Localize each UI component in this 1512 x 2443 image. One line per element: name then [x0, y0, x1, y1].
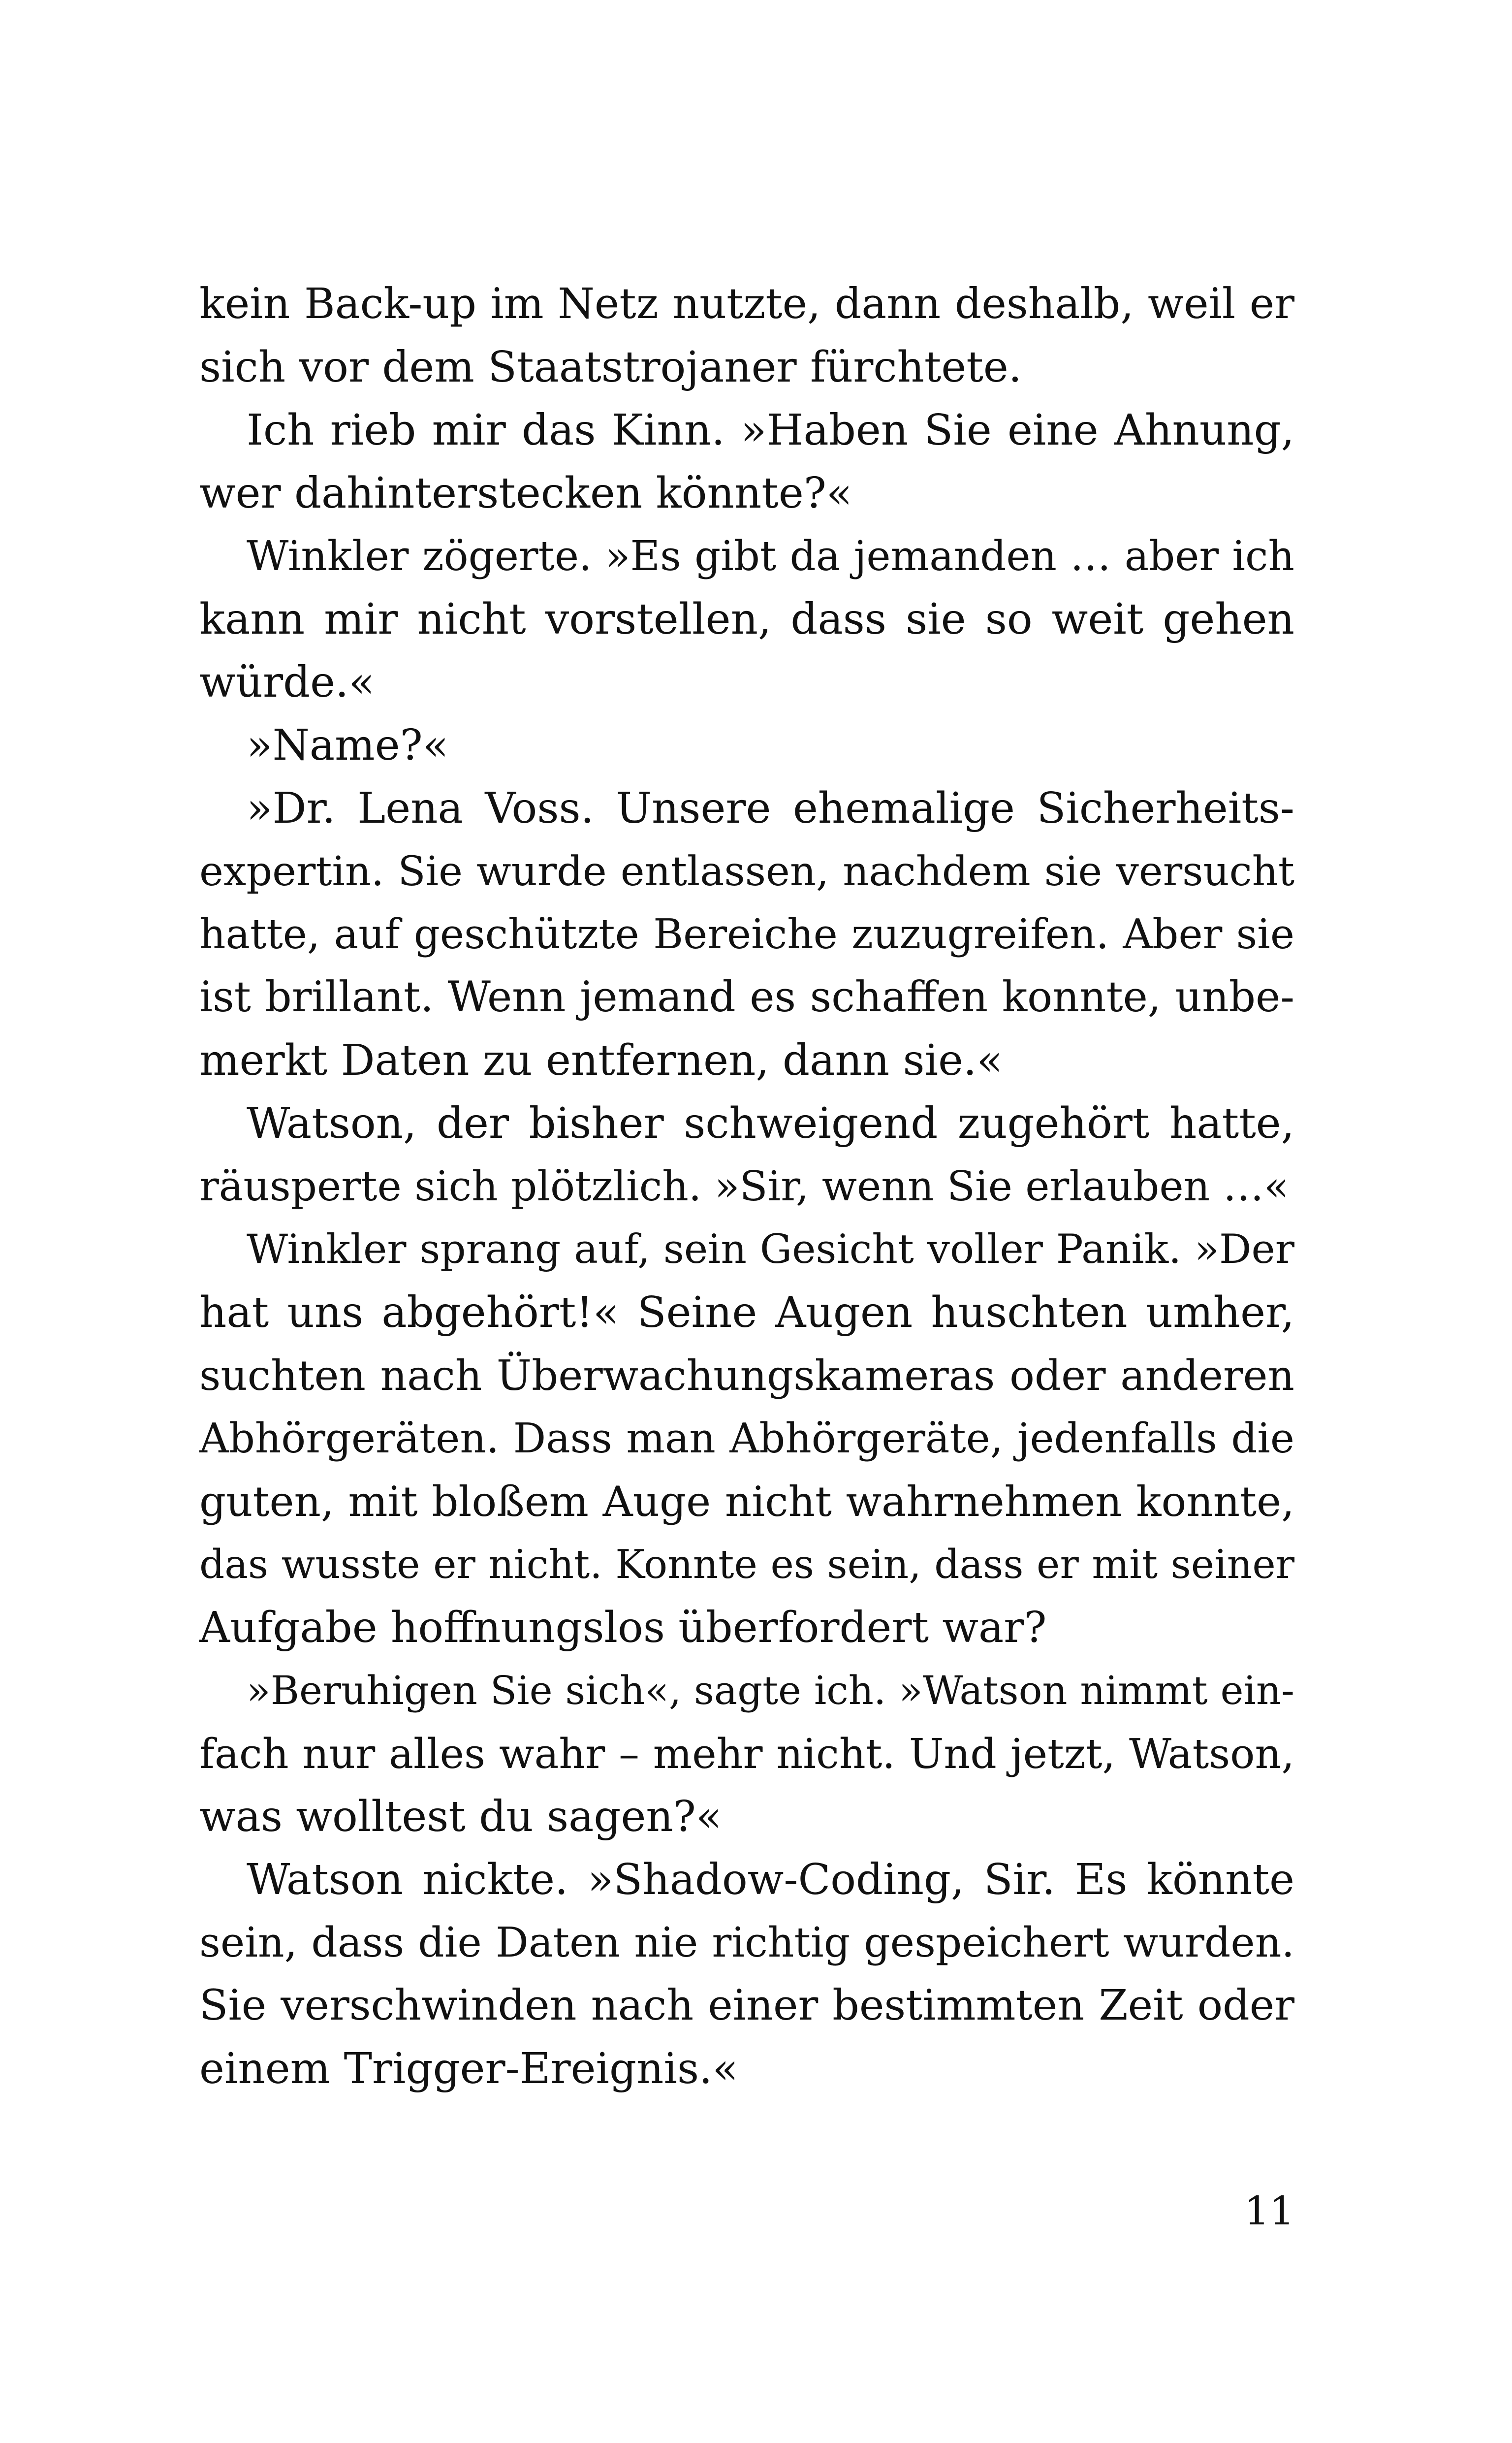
text-line: »Beruhigen Sie sich«, sagte ich. »Watson nimmt ein-	[247, 1668, 1294, 1713]
text-line: sein, dass die Daten nie richtig gespeichert wurden.	[199, 1919, 1294, 1966]
text-line: hatte, auf geschützte Bereiche zuzugreifen. Aber sie	[199, 910, 1294, 958]
text-line: Watson nickte. »Shadow-Coding, Sir. Es könnte	[247, 1855, 1294, 1904]
text-line: suchten nach Überwachungskameras oder anderen	[199, 1351, 1294, 1400]
page-number: 11	[1244, 2188, 1294, 2234]
text-line: einem Trigger-Ereignis.«	[199, 2044, 739, 2093]
text-line: hat uns abgehört!« Seine Augen huschten umher,	[199, 1288, 1294, 1337]
text-line: kein Back-up im Netz nutzte, dann deshalb, weil er	[199, 280, 1294, 328]
text-line: Abhörgeräten. Dass man Abhörgeräte, jedenfalls die	[199, 1414, 1294, 1462]
text-line: guten, mit bloßem Auge nicht wahrnehmen konnte,	[199, 1478, 1294, 1526]
text-line: Winkler sprang auf, sein Gesicht voller Panik. »Der	[247, 1226, 1294, 1273]
text-line: kann mir nicht vorstellen, dass sie so weit gehen	[199, 595, 1294, 644]
body-text	[199, 273, 1294, 2100]
text-line: Watson, der bisher schweigend zugehört hatte,	[247, 1099, 1294, 1148]
text-line: räusperte sich plötzlich. »Sir, wenn Sie erlauben …«	[199, 1162, 1289, 1210]
text-line: Ich rieb mir das Kinn. »Haben Sie eine Ahnung,	[247, 406, 1294, 455]
text-line: »Dr. Lena Voss. Unsere ehemalige Sicherheits-	[247, 784, 1294, 833]
text-line: Winkler zögerte. »Es gibt da jemanden … aber ich	[247, 532, 1294, 580]
text-line: merkt Daten zu entfernen, dann sie.«	[199, 1036, 1003, 1085]
text-line: wer dahinterstecken könnte?«	[199, 469, 852, 518]
text-line: Aufgabe hoffnungslos überfordert war?	[199, 1603, 1047, 1652]
text-line: sich vor dem Staatstrojaner fürchtete.	[199, 343, 1022, 392]
text-line: fach nur alles wahr – mehr nicht. Und jetzt, Watson,	[199, 1730, 1294, 1778]
text-line: würde.«	[199, 658, 375, 707]
text-line: Sie verschwinden nach einer bestimmten Zeit oder	[199, 1981, 1294, 2030]
text-line: was wolltest du sagen?«	[199, 1792, 722, 1841]
text-line: ist brillant. Wenn jemand es schaffen konnte, unbe-	[199, 973, 1294, 1022]
text-line: expertin. Sie wurde entlassen, nachdem sie versucht	[199, 848, 1294, 895]
text-line: das wusste er nicht. Konnte es sein, dass er mit seiner	[199, 1542, 1294, 1587]
text-line: »Name?«	[247, 721, 449, 770]
